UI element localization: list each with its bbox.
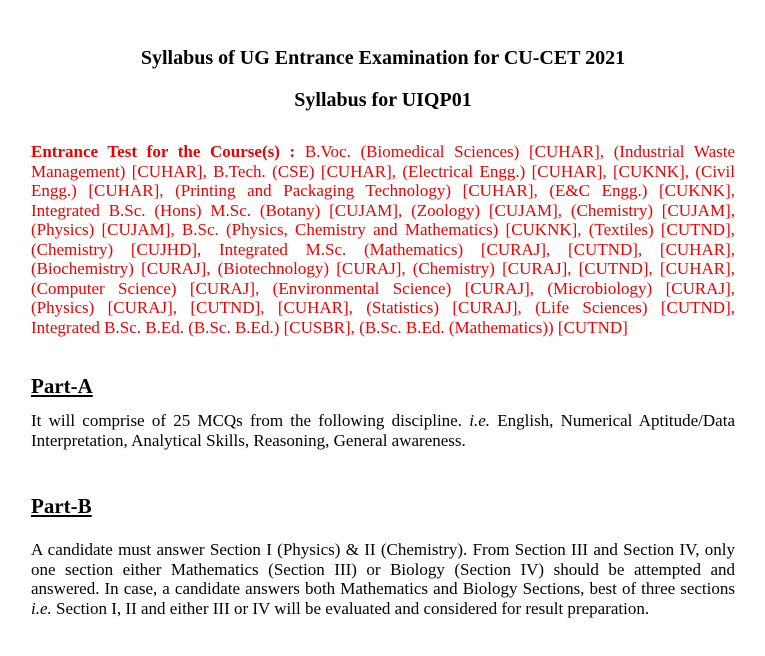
- part-a-text-before: It will comprise of 25 MCQs from the following discipline.: [31, 411, 462, 430]
- part-a-text-after: English, Numerical Aptitude/Data Interpretation, Analytical Skills, Reasoning, General awareness.: [31, 411, 735, 450]
- course-list-label: Entrance Test for the Course(s) :: [31, 142, 296, 161]
- part-a-paragraph: [31, 411, 735, 450]
- part-a-ie: i.e.: [469, 411, 490, 430]
- part-a-heading: Part-A: [31, 374, 93, 398]
- part-b-text-after: Section I, II and either III or IV will be evaluated and considered for result preparation.: [56, 598, 650, 618]
- part-b-text-before: A candidate must answer Section I (Physics) & II (Chemistry). From Section III and Section IV, only one section either Mathematics (Section III) or Biology (Section IV) should be attempted and answered. In case, a candidate answers both Mathematics and Biology Sections, best of three sections: [31, 540, 735, 598]
- part-b-heading: Part-B: [31, 494, 92, 518]
- course-list-paragraph: [31, 142, 735, 337]
- course-list-text: B.Voc. (Biomedical Sciences) [CUHAR], (Industrial Waste Management) [CUHAR], B.Tech. (CSE) [CUHAR], (Electrical Engg.) [CUHAR], [CUKNK], (Civil Engg.) [CUHAR], (Printing and Packaging Technology) [CUHAR], (E&C Engg.) [CUKNK], Integrated B.Sc. (Hons) M.Sc. (Botany) [CUJAM], (Zoology) [CUJAM], (Chemistry) [CUJAM], (Physics) [CUJAM], B.Sc. (Physics, Chemistry and Mathematics) [CUKNK], (Textiles) [CUTND], (Chemistry) [CUJHD], Integrated M.Sc. (Mathematics) [CURAJ], [CUTND], [CUHAR], (Biochemistry) [CURAJ], (Biotechnology) [CURAJ], (Chemistry) [CURAJ], [CUTND], [CUHAR], (Computer Science) [CURAJ], (Environmental Science) [CURAJ], (Microbiology) [CURAJ], (Physics) [CURAJ], [CUTND], [CUHAR], (Statistics) [CURAJ], (Life Sciences) [CUTND], Integrated B.Sc. B.Ed. (B.Sc. B.Ed.) [CUSBR], (B.Sc. B.Ed. (Mathematics)) [CUTND]: [31, 142, 735, 337]
- document-title: Syllabus of UG Entrance Examination for CU-CET 2021: [140, 47, 626, 69]
- document-subtitle: Syllabus for UIQP01: [294, 89, 472, 111]
- part-b-ie: i.e.: [31, 598, 52, 618]
- part-b-paragraph: [31, 540, 735, 618]
